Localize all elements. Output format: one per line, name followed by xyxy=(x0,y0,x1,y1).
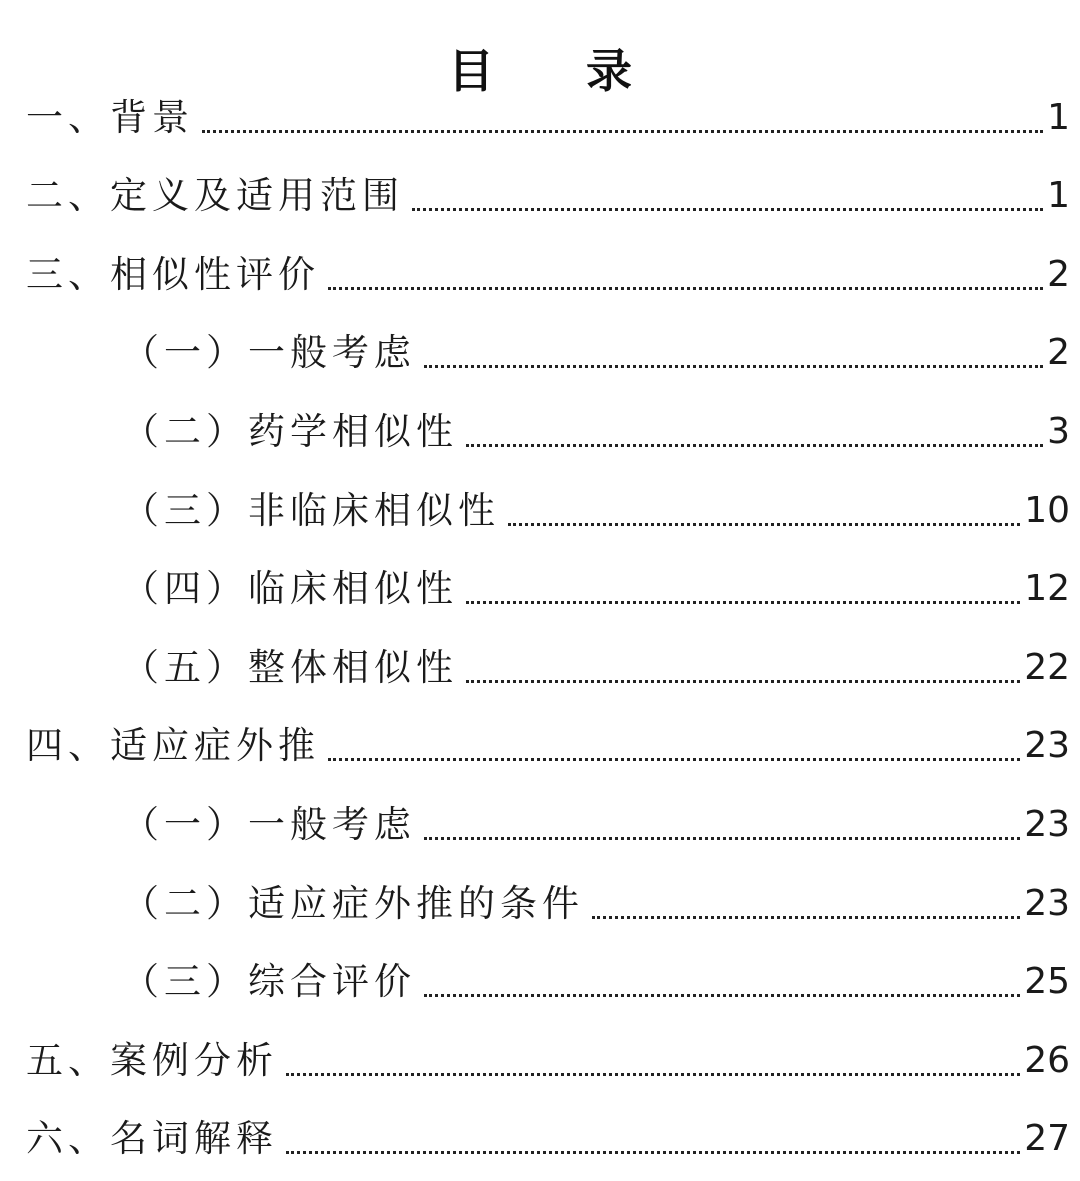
dot-leader xyxy=(508,523,1020,526)
dot-leader xyxy=(466,601,1020,604)
toc-entry-label: （一）一般考虑 xyxy=(122,331,416,375)
toc-entry-page-number: 1 xyxy=(1047,175,1070,217)
toc-entry[interactable] xyxy=(26,710,1070,789)
toc-entry-page-number: 1 xyxy=(1047,96,1070,138)
toc-entry-label: 三、相似性评价 xyxy=(26,252,320,296)
dot-leader xyxy=(424,365,1043,368)
toc-entry[interactable] xyxy=(26,238,1070,317)
toc-entry-page-number: 25 xyxy=(1024,961,1070,1003)
toc-entry[interactable] xyxy=(26,1024,1070,1103)
toc-list xyxy=(26,81,1070,1181)
dot-leader xyxy=(424,837,1020,840)
toc-entry-label: 六、名词解释 xyxy=(26,1117,278,1161)
toc-entry-page-number: 27 xyxy=(1024,1118,1070,1160)
toc-entry-label: 四、适应症外推 xyxy=(26,724,320,768)
dot-leader xyxy=(424,994,1020,997)
toc-title: 目 录 xyxy=(447,43,670,98)
toc-entry-label: （五）整体相似性 xyxy=(122,645,458,689)
toc-subentry[interactable] xyxy=(26,553,1070,632)
toc-subentry[interactable] xyxy=(26,867,1070,946)
toc-subentry[interactable] xyxy=(26,788,1070,867)
toc-entry-label: 二、定义及适用范围 xyxy=(26,174,404,218)
toc-entry-label: （四）临床相似性 xyxy=(122,567,458,611)
dot-leader xyxy=(328,758,1020,761)
dot-leader xyxy=(592,916,1020,919)
dot-leader xyxy=(286,1151,1020,1154)
toc-entry-page-number: 10 xyxy=(1024,489,1070,531)
toc-entry[interactable] xyxy=(26,1103,1070,1181)
toc-entry-page-number: 2 xyxy=(1047,332,1070,374)
toc-entry-label: 五、案例分析 xyxy=(26,1038,278,1082)
toc-entry-label: （二）药学相似性 xyxy=(122,409,458,453)
toc-entry-page-number: 23 xyxy=(1024,803,1070,845)
dot-leader xyxy=(286,1073,1020,1076)
dot-leader xyxy=(412,208,1043,211)
toc-entry-page-number: 26 xyxy=(1024,1039,1070,1081)
toc-entry-page-number: 22 xyxy=(1024,646,1070,688)
toc-subentry[interactable] xyxy=(26,631,1070,710)
toc-entry-label: （二）适应症外推的条件 xyxy=(122,881,584,925)
dot-leader xyxy=(202,130,1043,133)
toc-entry-page-number: 3 xyxy=(1047,410,1070,452)
toc-entry-page-number: 2 xyxy=(1047,253,1070,295)
toc-subentry[interactable] xyxy=(26,395,1070,474)
toc-entry-label: 一、背景 xyxy=(26,95,194,139)
dot-leader xyxy=(466,680,1020,683)
toc-entry-page-number: 12 xyxy=(1024,568,1070,610)
dot-leader xyxy=(466,444,1043,447)
toc-subentry[interactable] xyxy=(26,474,1070,553)
toc-subentry[interactable] xyxy=(26,317,1070,396)
toc-entry-label: （三）非临床相似性 xyxy=(122,488,500,532)
toc-entry[interactable] xyxy=(26,160,1070,239)
toc-subentry[interactable] xyxy=(26,946,1070,1025)
toc-entry[interactable] xyxy=(26,81,1070,160)
toc-entry-page-number: 23 xyxy=(1024,882,1070,924)
toc-entry-page-number: 23 xyxy=(1024,725,1070,767)
toc-entry-label: （一）一般考虑 xyxy=(122,802,416,846)
dot-leader xyxy=(328,287,1043,290)
toc-entry-label: （三）综合评价 xyxy=(122,960,416,1004)
